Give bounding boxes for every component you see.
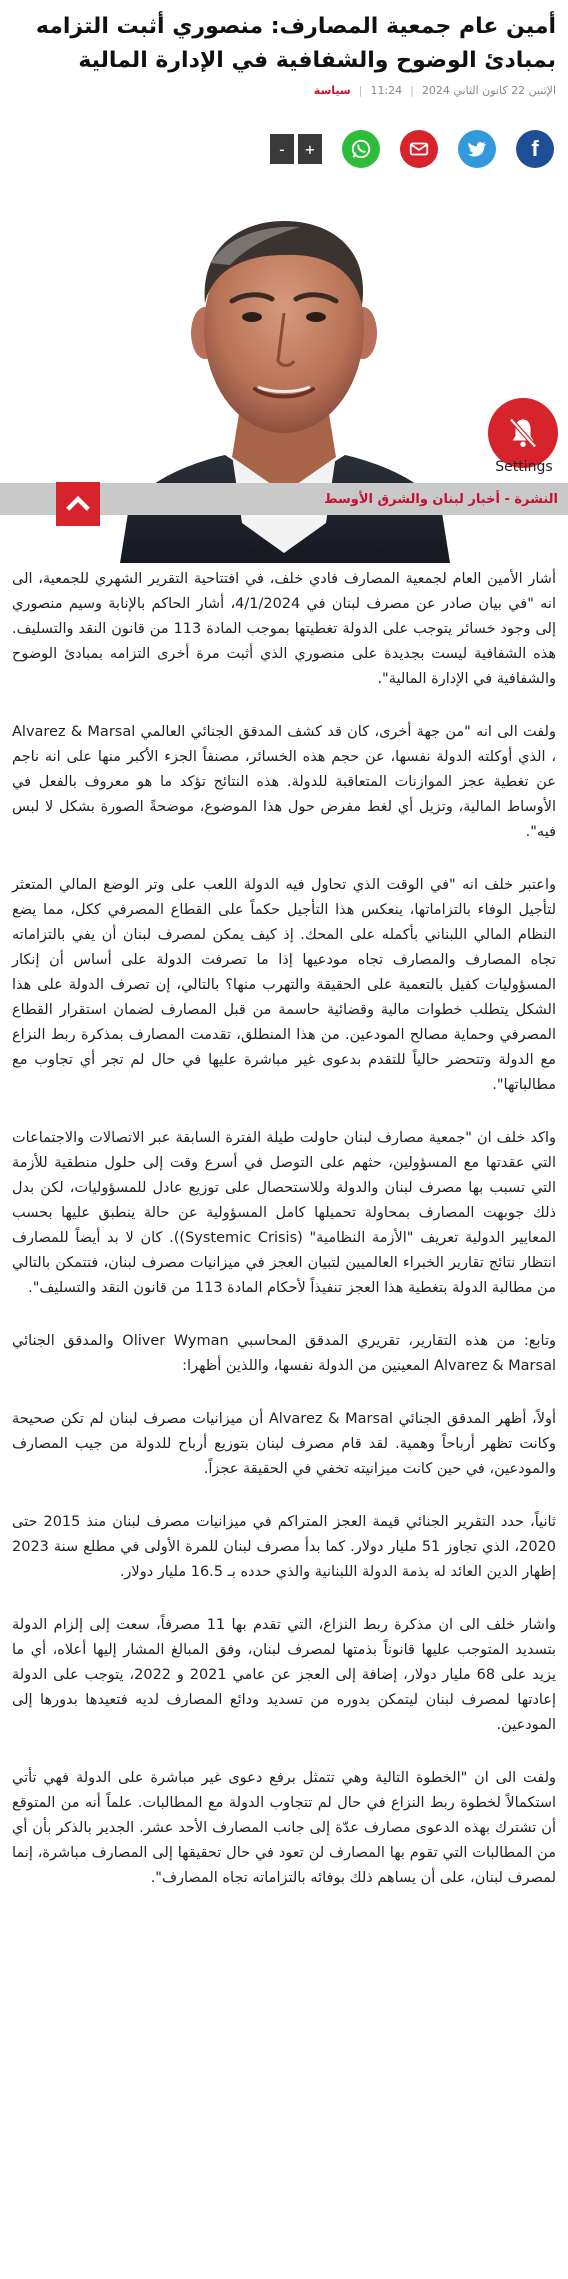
article-paragraph: أشار الأمين العام لجمعية المصارف فادي خلف، في افتتاحية التقرير الشهري للجمعية، الى انه "في بيان صادر عن مصرف لبنان في 4/1/2024، أشار الحاكم بالإنابة وسيم منصوري إلى وجود خسائر يتوجب على الدولة تغطيتها بموجب المادة 113 من قانون النقد والتسليف. هذه الشفافية ليست بجديدة على منصوري الذي أثبت مرة أخرى التزامه بمبادئ الوضوح والشفافية في الإدارة المالية". <box>12 571 556 687</box>
article-paragraph: ولفت الى انه "من جهة أخرى، كان قد كشف المدقق الجنائي العالمي Alvarez & Marsal ، الذي أوكلته الدولة نفسها، عن حجم هذه الخسائر، مصنفاً الجزء الأكبر منها على انه ناجم عن تغطية عجز الموازنات المتعاقبة للدولة. هذه النتائج تؤكد ما هو معروف بالفعل في الأوساط المالية، وتزيل أي لغط مفرض حول هذا الموضوع، موضحةً الصورة بشكل لا لبس فيه". <box>12 724 556 840</box>
email-share-button[interactable] <box>400 130 438 168</box>
twitter-bird-icon <box>466 138 488 160</box>
envelope-icon <box>408 138 430 160</box>
article-paragraph: واكد خلف ان "جمعية مصارف لبنان حاولت طيلة الفترة السابقة عبر الاتصالات والاجتماعات التي عقدتها مع المسؤولين، حثهم على التوصل في أسرع وقت إلى حلول منطقية للأزمة التي تسبب بها مصرف لبنان والدولة وللاستحصال على توزيع عادل للمسؤوليات، لكن بدل ذلك جوبهت المصارف بمحاولة تحميلها كامل المسؤولية عن حالة ينطبق عليها بحسب المعايير الدولية تعريف "الأزمة النظامية" (Systemic Crisis)). كان لا بد أيضاً للمصارف انتظار نتائج تقارير الخبراء العالميين لتبيان العجز في ميزانيات مصرف لبنان، فتتمكن بالتالي من مطالبة الدولة بتغطية هذا العجز تنفيذاً لأحكام المادة 113 من قانون النقد والتسليف". <box>12 1130 556 1296</box>
bell-off-icon <box>505 415 541 451</box>
article-paragraph: واشار خلف الى ان مذكرة ربط النزاع، التي تقدم بها 11 مصرفاً، سعت إلى إلزام الدولة بتسديد المتوجب عليها قانوناً بذمتها لمصرف لبنان، وفق المبالغ المشار إليها أعلاه، أي ما يزيد على 68 مليار دولار، إضافة إلى العجز عن عامي 2021 و 2022، يتوجب على الدولة إعادتها لمصرف لبنان ليتمكن بدوره من تسديد ودائع المصارف لديه فتعيدها بدورها إلى المودعين. <box>12 1617 556 1733</box>
article-paragraph: ثانياً، حدد التقرير الجنائي قيمة العجز المتراكم في ميزانيات مصرف لبنان منذ 2015 حتى 2020، الذي تجاوز 51 مليار دولار. كما بدأ مصرف لبنان للمرة الأولى في مطلع سنة 2023 إظهار الدين العائد له بذمة الدولة اللبنانية والذي حدده بـ 16.5 مليار دولار. <box>12 1514 557 1580</box>
article-date: الإثنين 22 كانون الثاني 2024 <box>421 84 556 97</box>
settings-label: Settings <box>495 459 553 475</box>
meta-separator: | <box>410 84 414 97</box>
font-size-controls <box>270 134 322 164</box>
article-body <box>0 563 568 1891</box>
photo-caption: النشرة - أخبار لبنان والشرق الأوسط <box>324 491 558 507</box>
font-decrease-button[interactable]: - <box>270 134 294 164</box>
article-time: 11:24 <box>370 84 403 97</box>
font-increase-button[interactable]: + <box>298 134 322 164</box>
article-headline: أمين عام جمعية المصارف: منصوري أثبت التزامه بمبادئ الوضوح والشفافية في الإدارة المالية <box>35 14 556 73</box>
article-paragraph: ولفت الى ان "الخطوة التالية وهي تتمثل برفع دعوى غير مباشرة على الدولة فهي تأتي استكمالاً لخطوة ربط النزاع في حال لم تتجاوب الدولة مع المطالبات. علماً أنه من المتوقع أن تشترك بهذه الدعوى مصارف عدّة إلى جانب المصارف الأحد عشر. الجدير بالذكر بأن أي من المطالبات التي تقوم بها المصارف لن تعود في حال تحقيقها إلى المصارف مباشرة، إنما لمصرف لبنان، على أن يساهم ذلك بوفائه بالتزاماته تجاه المصارف". <box>12 1770 556 1886</box>
article-category-link[interactable]: سياسة <box>313 84 351 97</box>
article-paragraph: وتابع: من هذه التقارير، تقريري المدقق المحاسبي Oliver Wyman والمدقق الجنائي Alvarez & Marsal المعينين من الدولة نفسها، واللذين أظهرا: <box>12 1333 557 1374</box>
share-toolbar <box>0 109 568 189</box>
facebook-icon: f <box>531 136 539 161</box>
article-paragraph: أولاً، أظهر المدقق الجنائي Alvarez & Marsal أن ميزانيات مصرف لبنان لم تكن صحيحة وكانت تظهر أرباحاً وهمية. لقد قام مصرف لبنان بتوزيع أرباح للدولة من جيب المصارف والمودعين، في حين كانت ميزانيته تخفي في الحقيقة عجزاً. <box>12 1411 556 1477</box>
chevron-up-icon <box>63 489 93 519</box>
article-meta <box>0 78 568 97</box>
article-photo <box>0 193 568 563</box>
twitter-share-button[interactable] <box>458 130 496 168</box>
article-paragraph: واعتبر خلف انه "في الوقت الذي تحاول فيه الدولة اللعب على وتر الوضع المالي المتعثر لتأجيل الوفاء بالتزاماتها، ينعكس هذا التأجيل حكماً على القطاع المصرفي ككل، مما يضع النظام المالي اللبناني بأكمله على المحك. إذ كيف يمكن لمصرف لبنان أن يفي بالتزاماته تجاه المصارف والمصارف تجاه مودعيها إذا ما تصرفت الدولة على أساس أن إنكار المسؤوليات كفيل بالتعمية على الحقيقة والتهرب منها؟ بالتالي، إن تصرف الدولة على هذا الشكل يتطلب خطوات مالية وقضائية حاسمة من قبل المصارف لضمان استقرار القطاع المصرفي وحماية مصالح المودعين. من هذا المنطلق، تقدمت المصارف بمذكرة ربط النزاع مع الدولة وتتحضر حالياً للتقدم بدعوى غير مباشرة عليها في حال لم تجر أي تجاوب مع مطالباتها". <box>12 877 556 1093</box>
scroll-to-top-button[interactable] <box>56 482 100 526</box>
whatsapp-share-button[interactable] <box>342 130 380 168</box>
whatsapp-icon <box>350 138 372 160</box>
meta-separator: | <box>358 84 363 97</box>
facebook-share-button[interactable] <box>516 130 554 168</box>
notifications-settings-button[interactable] <box>488 398 558 468</box>
